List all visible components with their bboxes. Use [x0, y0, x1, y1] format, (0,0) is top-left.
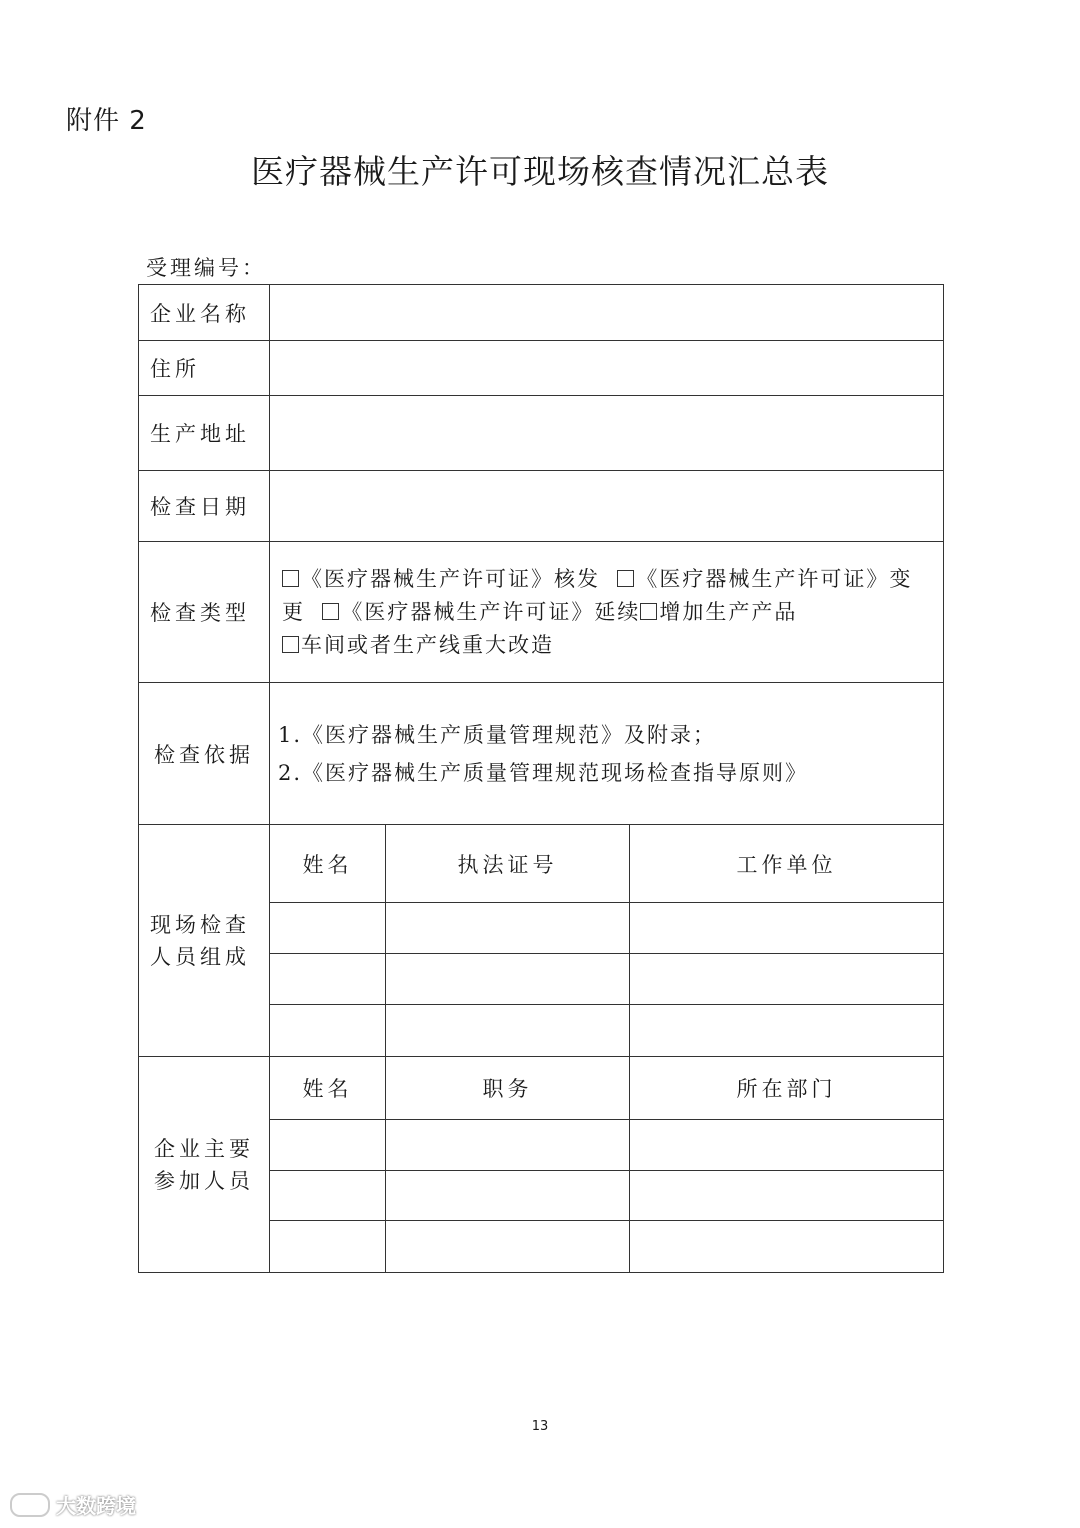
- page-number: 13: [531, 1419, 549, 1434]
- inspector-license-cell[interactable]: [386, 954, 630, 1005]
- checkbox-workshop-renovation[interactable]: 车间或者生产线重大改造: [282, 633, 554, 657]
- staff-header-row: [139, 1057, 944, 1120]
- inspection-basis-label: 检查依据: [139, 683, 270, 825]
- production-address-label: 生产地址: [139, 396, 270, 471]
- inspectors-col-name: 姓名: [270, 825, 386, 903]
- staff-department-cell[interactable]: [630, 1171, 944, 1221]
- checkbox-icon: [322, 603, 339, 620]
- staff-position-cell[interactable]: [386, 1120, 630, 1171]
- inspection-date-label: 检查日期: [139, 471, 270, 542]
- staff-col-position: 职务: [386, 1057, 630, 1120]
- inspection-summary-table: [138, 284, 944, 1273]
- inspector-unit-cell[interactable]: [630, 903, 944, 954]
- inspector-unit-cell[interactable]: [630, 1005, 944, 1057]
- inspector-license-cell[interactable]: [386, 1005, 630, 1057]
- inspection-date-field[interactable]: [270, 471, 944, 542]
- inspectors-label: [139, 825, 270, 1057]
- annex-label: 附件 2: [66, 106, 147, 136]
- checkbox-icon: [282, 570, 299, 587]
- staff-label-text: 企业主要参加人员: [154, 1136, 254, 1193]
- watermark: [10, 1490, 136, 1519]
- inspectors-col-unit: 工作单位: [630, 825, 944, 903]
- basis-item: 1.《医疗器械生产质量管理规范》及附录；: [278, 722, 717, 747]
- residence-field[interactable]: [270, 341, 944, 396]
- row-residence: [139, 341, 944, 396]
- inspectors-label-text: 现场检查人员组成: [150, 912, 250, 969]
- inspectors-header-row: [139, 825, 944, 903]
- watermark-text: 大数跨境: [56, 1494, 136, 1518]
- inspection-basis-list: [270, 683, 944, 825]
- inspector-unit-cell[interactable]: [630, 954, 944, 1005]
- row-company-name: [139, 285, 944, 341]
- checkbox-issue[interactable]: 《医疗器械生产许可证》核发: [282, 567, 600, 591]
- staff-department-cell[interactable]: [630, 1120, 944, 1171]
- accept-number-label: 受理编号：: [146, 256, 266, 280]
- production-address-field[interactable]: [270, 396, 944, 471]
- row-inspection-basis: [139, 683, 944, 825]
- inspection-type-label: 检查类型: [139, 542, 270, 683]
- staff-position-cell[interactable]: [386, 1221, 630, 1273]
- page-title: 医疗器械生产许可现场核查情况汇总表: [251, 152, 829, 191]
- basis-item: 2.《医疗器械生产质量管理规范现场检查指导原则》: [278, 760, 809, 785]
- staff-label: [139, 1057, 270, 1273]
- inspection-type-options: [270, 542, 944, 683]
- inspector-name-cell[interactable]: [270, 954, 386, 1005]
- staff-col-department: 所在部门: [630, 1057, 944, 1120]
- staff-name-cell[interactable]: [270, 1171, 386, 1221]
- staff-name-cell[interactable]: [270, 1120, 386, 1171]
- row-inspection-type: [139, 542, 944, 683]
- checkbox-icon: [640, 603, 657, 620]
- row-inspection-date: [139, 471, 944, 542]
- row-production-address: [139, 396, 944, 471]
- inspector-name-cell[interactable]: [270, 1005, 386, 1057]
- company-name-field[interactable]: [270, 285, 944, 341]
- staff-position-cell[interactable]: [386, 1171, 630, 1221]
- inspector-name-cell[interactable]: [270, 903, 386, 954]
- staff-department-cell[interactable]: [630, 1221, 944, 1273]
- checkbox-icon: [282, 636, 299, 653]
- inspectors-col-license: 执法证号: [386, 825, 630, 903]
- checkbox-change[interactable]: 《医疗器械生产许可证》变更: [282, 566, 913, 624]
- company-name-label: 企业名称: [139, 285, 270, 341]
- staff-name-cell[interactable]: [270, 1221, 386, 1273]
- checkbox-icon: [617, 570, 634, 587]
- residence-label: 住所: [139, 341, 270, 396]
- inspector-license-cell[interactable]: [386, 903, 630, 954]
- checkbox-renewal[interactable]: 《医疗器械生产许可证》延续: [322, 600, 640, 624]
- checkbox-add-product[interactable]: 增加生产产品: [640, 600, 797, 624]
- watermark-logo-icon: [10, 1493, 50, 1517]
- staff-col-name: 姓名: [270, 1057, 386, 1120]
